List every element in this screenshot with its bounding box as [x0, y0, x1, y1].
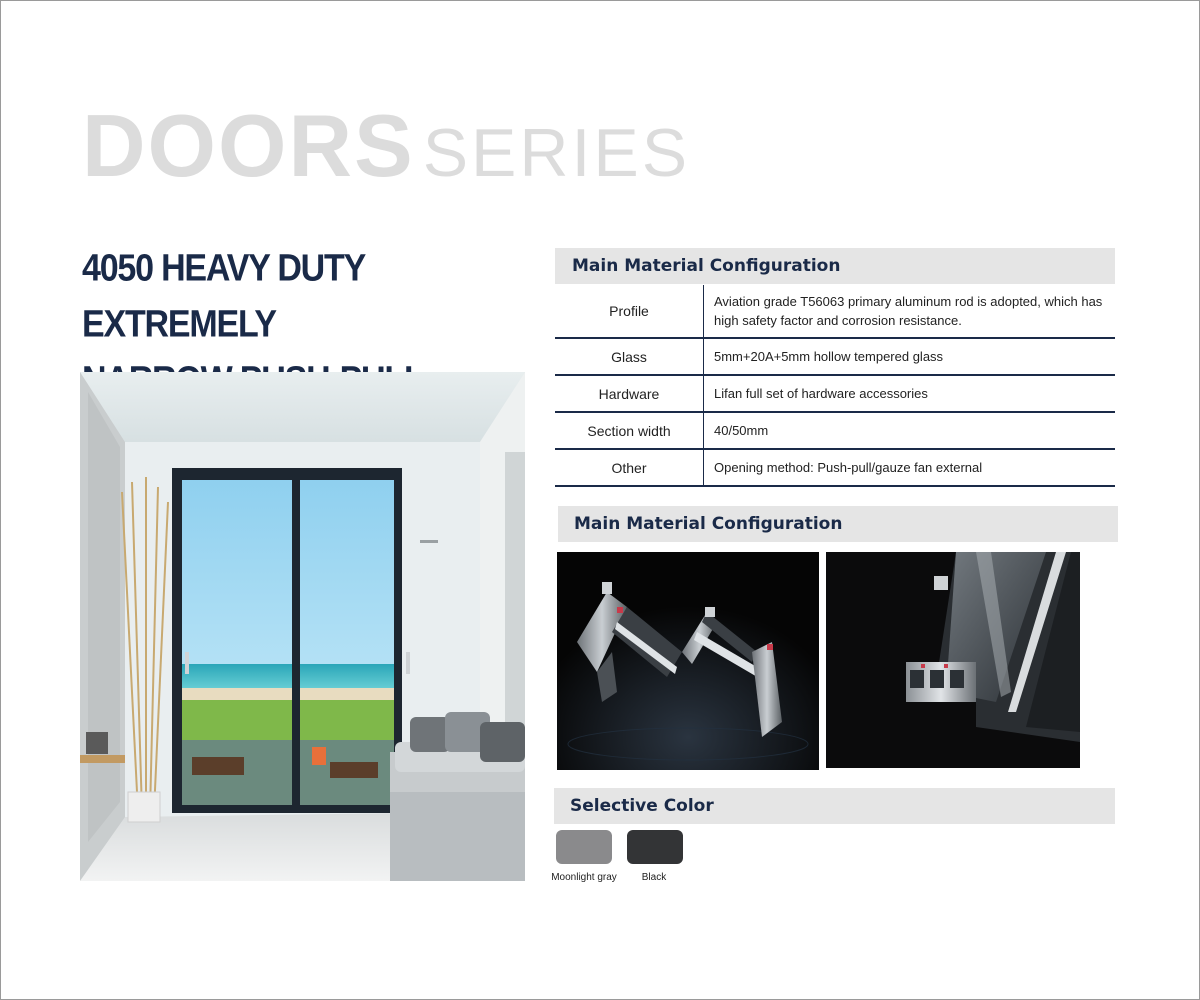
spec-section-header: Main Material Configuration: [555, 248, 1115, 284]
spec-value: 40/50mm: [704, 412, 1116, 449]
image-section-header: Main Material Configuration: [558, 506, 1118, 542]
spec-row-hardware: [555, 375, 1115, 412]
product-title-line-1: 4050 HEAVY DUTY EXTREMELY: [82, 246, 365, 346]
color-swatch-label: Black: [641, 872, 667, 883]
profile-section-image-1: [557, 552, 819, 770]
room-photo: [80, 372, 525, 881]
spec-row-other: [555, 449, 1115, 486]
spec-label: Glass: [555, 338, 704, 375]
spec-value: Opening method: Push-pull/gauze fan external: [704, 449, 1116, 486]
spec-table: [555, 285, 1115, 487]
series-title-sub: SERIES: [422, 115, 691, 191]
profile-section-image-2: [826, 552, 1080, 768]
spec-value: Aviation grade T56063 primary aluminum rod is adopted, which has high safety factor and corrosion resistance.: [704, 285, 1116, 338]
color-section-header: Selective Color: [554, 788, 1115, 824]
aluminum-profile-closeup-illustration: [826, 552, 1080, 768]
spec-label: Hardware: [555, 375, 704, 412]
spec-label: Profile: [555, 285, 704, 338]
series-title-main: DOORS: [82, 96, 415, 195]
series-title: [82, 96, 691, 195]
spec-row-section-width: [555, 412, 1115, 449]
spec-label: Section width: [555, 412, 704, 449]
spec-label: Other: [555, 449, 704, 486]
spec-value: Lifan full set of hardware accessories: [704, 375, 1116, 412]
room-illustration: [80, 372, 525, 881]
color-swatch-label: Moonlight gray: [551, 872, 617, 883]
aluminum-profile-illustration: [557, 552, 819, 770]
color-swatch-moonlight-gray[interactable]: [556, 830, 612, 864]
spec-row-glass: [555, 338, 1115, 375]
spec-value: 5mm+20A+5mm hollow tempered glass: [704, 338, 1116, 375]
spec-row-profile: [555, 285, 1115, 338]
color-swatch-black[interactable]: [627, 830, 683, 864]
